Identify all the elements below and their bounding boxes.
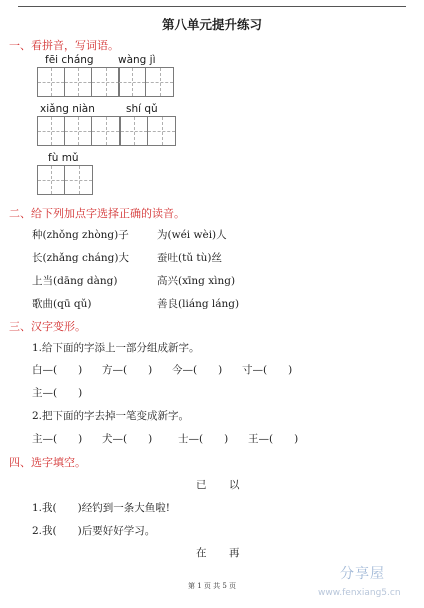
reading-choice[interactable]: 歌曲(qū qǔ) bbox=[32, 298, 92, 310]
reading-choice[interactable]: 高兴(xīng xìng) bbox=[157, 275, 236, 287]
section1-heading: 一、看拼音，写词语。 bbox=[9, 39, 119, 52]
fill-blank[interactable]: 主—( ) bbox=[32, 387, 83, 399]
page-footer: 第 1 页 共 5 页 bbox=[187, 582, 237, 590]
grid-cell[interactable] bbox=[38, 117, 65, 145]
question-2: 2.把下面的字去掉一笔变成新字。 bbox=[32, 410, 190, 422]
section2-heading: 二、给下列加点字选择正确的读音。 bbox=[9, 207, 185, 220]
grid-cell[interactable] bbox=[65, 166, 92, 194]
reading-choice[interactable]: 种(zhǒng zhòng)子 bbox=[32, 229, 129, 241]
fill-blank[interactable]: 今—( ) bbox=[172, 364, 223, 376]
fill-blank[interactable]: 白—( ) bbox=[32, 364, 83, 376]
fill-blank[interactable]: 王—( ) bbox=[248, 433, 299, 445]
question-1: 1.给下面的字添上一部分组成新字。 bbox=[32, 342, 200, 354]
sentence-blank[interactable]: 1.我( )经钓到一条大鱼啦! bbox=[32, 502, 170, 514]
grid-cell[interactable] bbox=[92, 117, 119, 145]
fill-blank[interactable]: 方—( ) bbox=[102, 364, 153, 376]
header-rule bbox=[18, 6, 406, 7]
reading-choice[interactable]: 长(zhǎng cháng)大 bbox=[32, 252, 129, 264]
choice-char: 以 bbox=[229, 479, 240, 491]
fill-blank[interactable]: 寸—( ) bbox=[242, 364, 293, 376]
grid-cell[interactable] bbox=[121, 117, 148, 145]
grid-cell[interactable] bbox=[65, 68, 92, 96]
watermark-url: www.fenxiang5.cn bbox=[318, 588, 401, 598]
choice-char: 已 bbox=[196, 479, 207, 491]
section4-heading: 四、选字填空。 bbox=[9, 456, 86, 469]
watermark-logo: 分享屋 bbox=[340, 566, 385, 582]
grid-cell[interactable] bbox=[148, 117, 175, 145]
writing-grid bbox=[118, 67, 174, 97]
choice-char: 在 bbox=[196, 547, 207, 559]
sentence-blank[interactable]: 2.我( )后要好好学习。 bbox=[32, 525, 156, 537]
grid-cell[interactable] bbox=[38, 68, 65, 96]
pinyin-label: fēi cháng bbox=[45, 54, 94, 66]
pinyin-label: fù mǔ bbox=[48, 152, 79, 164]
grid-cell[interactable] bbox=[92, 68, 119, 96]
reading-choice[interactable]: 上当(dāng dàng) bbox=[32, 275, 118, 287]
grid-cell[interactable] bbox=[65, 117, 92, 145]
fill-blank[interactable]: 主—( ) bbox=[32, 433, 83, 445]
pinyin-label: shí qǔ bbox=[126, 103, 158, 115]
grid-cell[interactable] bbox=[38, 166, 65, 194]
reading-choice[interactable]: 善良(liáng láng) bbox=[157, 298, 240, 310]
grid-cell[interactable] bbox=[146, 68, 173, 96]
writing-grid bbox=[37, 165, 93, 195]
choice-char: 再 bbox=[229, 547, 240, 559]
reading-choice[interactable]: 蚕吐(tǔ tù)丝 bbox=[157, 252, 222, 264]
pinyin-label: wàng jì bbox=[118, 54, 156, 66]
page-title: 第八单元提升练习 bbox=[161, 17, 262, 32]
writing-grid bbox=[120, 116, 176, 146]
section3-heading: 三、汉字变形。 bbox=[9, 320, 86, 333]
writing-grid bbox=[37, 67, 120, 97]
grid-cell[interactable] bbox=[119, 68, 146, 96]
fill-blank[interactable]: 士—( ) bbox=[178, 433, 229, 445]
reading-choice[interactable]: 为(wéi wèi)人 bbox=[157, 229, 227, 241]
writing-grid bbox=[37, 116, 120, 146]
fill-blank[interactable]: 犬—( ) bbox=[102, 433, 153, 445]
pinyin-label: xiǎng niàn bbox=[40, 103, 95, 115]
